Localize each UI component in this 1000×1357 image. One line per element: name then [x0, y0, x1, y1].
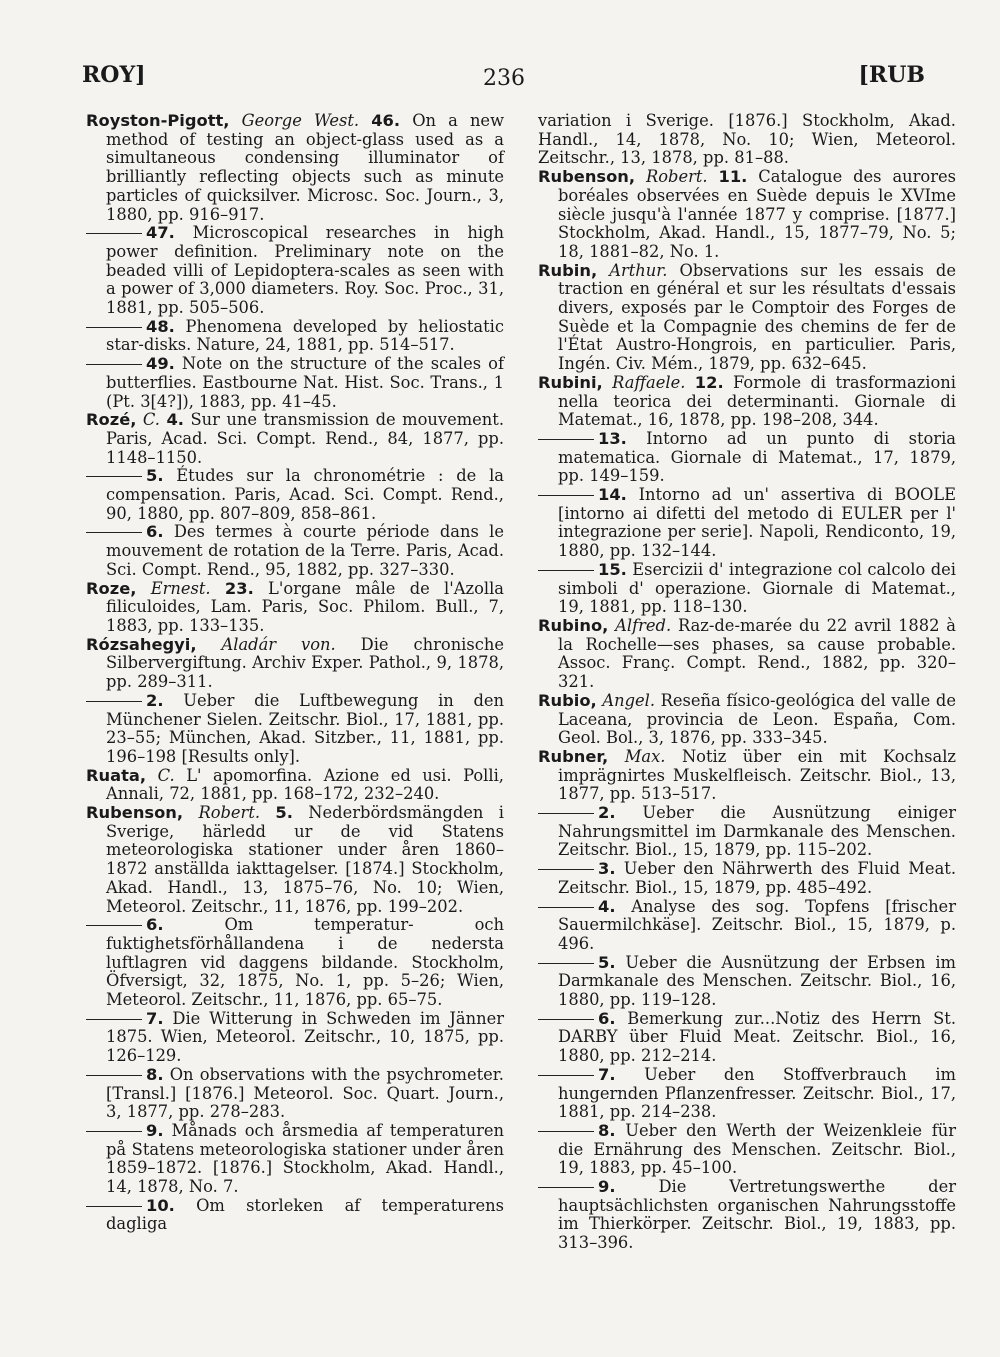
ditto-rule — [86, 925, 142, 926]
bibliography-entry — [86, 636, 504, 692]
author-name: Rubin, — [538, 260, 598, 280]
page-number: 236 — [483, 66, 525, 91]
bibliography-entry — [538, 954, 956, 1010]
ditto-rule — [538, 495, 594, 496]
author-given-name: George West. — [241, 111, 360, 130]
author-name: Rubio, — [538, 690, 597, 710]
entry-number: 7. — [146, 1008, 164, 1028]
author-given-name: Max. — [624, 746, 666, 766]
bibliography-entry — [538, 617, 956, 692]
author-name: Rozé, — [86, 410, 137, 430]
ditto-rule — [538, 869, 594, 870]
bibliography-entry — [538, 748, 956, 804]
ditto-rule — [86, 701, 142, 702]
entry-number: 9. — [146, 1120, 164, 1140]
entry-text: Observations sur les essais de traction en général et sur les résultats d'essais divers, exposés par le Comptoir des Forges de Suède et la Compagnie des chemins de fer de l'État Austro-Hongrois, en particulier. Paris, Ingén. Civ. Mém., 1879, pp. 632–645. — [558, 260, 956, 374]
entry-number: 15. — [598, 559, 627, 579]
bibliography-entry — [86, 467, 504, 523]
entry-number: 3. — [598, 859, 616, 879]
entry-number: 23. — [224, 578, 254, 598]
ditto-rule — [538, 963, 594, 964]
author-given-name: Alfred. — [615, 615, 672, 635]
bibliography-entry — [86, 580, 504, 636]
author-name: Roze, — [86, 578, 137, 598]
author-name: Rubenson, — [538, 167, 636, 187]
bibliography-entry — [538, 1178, 956, 1253]
entry-number: 8. — [146, 1064, 164, 1084]
bibliography-entry — [86, 355, 504, 411]
entry-text: Esercizii d' integrazione col calcolo dei simboli d' operazione. Giornale di Matemat., 19, 1881, pp. 118–130. — [558, 559, 956, 617]
bibliography-entry — [86, 411, 504, 467]
entry-text: Notiz über ein mit Kochsalz imprägnirtes Muskelfleisch. Zeitschr. Biol., 13, 1877, pp. 513–517. — [558, 746, 956, 804]
bibliography-entry — [538, 1010, 956, 1066]
entry-number: 2. — [598, 803, 616, 823]
entry-number: 6. — [146, 522, 164, 542]
ditto-rule — [538, 813, 594, 814]
ditto-rule — [538, 439, 594, 440]
author-given-name: Robert. — [198, 803, 261, 823]
entry-text: Ueber den Nährwerth des Fluid Meat. Zeitschr. Biol., 15, 1879, pp. 485–492. — [558, 859, 956, 897]
entry-text: Nederbördsmängden i Sverige, härledd ur de vid Statens meteorologiska stationer under åren 1860–1872 anställda iakttagelser. [1874.] Stockholm, Akad. Handl., 13, 1875–76, No. 10; Wien, Meteorol. Zeitschr., 11, 1876, pp. 199–202. — [106, 803, 504, 916]
author-name: Ruata, — [86, 765, 147, 785]
left-column — [86, 112, 504, 1234]
bibliography-entry — [86, 224, 504, 318]
bibliography-entry — [86, 318, 504, 355]
author-given-name: C. — [157, 765, 175, 785]
entry-text: Reseña físico-geológica del valle de Laceana, provincia de Leon. España, Com. Geol. Bol., 3, 1876, pp. 333–345. — [558, 690, 956, 748]
entry-number: 48. — [146, 316, 175, 336]
running-head-left: ROY] — [82, 62, 146, 88]
author-name: Rubner, — [538, 746, 609, 766]
entry-text: Phenomena developed by heliostatic star-disks. Nature, 24, 1881, pp. 514–517. — [106, 316, 504, 355]
bibliography-entry — [86, 767, 504, 804]
entry-number: 2. — [146, 690, 164, 710]
ditto-rule — [538, 1075, 594, 1076]
entry-number: 6. — [598, 1008, 616, 1028]
entry-number: 10. — [146, 1195, 175, 1215]
entry-text: variation i Sverige. [1876.] Stockholm, Akad. Handl., 14, 1878, No. 10; Wien, Meteorol. Zeitschr., 13, 1878, pp. 81–88. — [538, 111, 956, 168]
entry-number: 5. — [275, 803, 293, 823]
bibliography-entry — [86, 804, 504, 916]
right-column — [538, 112, 956, 1253]
entry-text: Ueber den Werth der Weizenkleie für die Ernährung des Menschen. Zeitschr. Biol., 19, 1883, pp. 45–100. — [558, 1120, 956, 1178]
entry-number: 5. — [146, 466, 164, 486]
entry-text: Die chronische Silbervergiftung. Archiv Exper. Pathol., 9, 1878, pp. 289–311. — [106, 634, 504, 692]
bibliography-entry — [538, 898, 956, 954]
entry-number: 7. — [598, 1064, 616, 1084]
bibliography-entry — [86, 1122, 504, 1197]
entry-number: 13. — [598, 428, 627, 448]
entry-text: Intorno ad un' assertiva di BOOLE [intorno ai difetti del metodo di EULER per l' integrazione per serie]. Napoli, Rendiconto, 19, 1880, pp. 132–144. — [558, 485, 956, 561]
bibliography-entry — [538, 692, 956, 748]
entry-text: Intorno ad un punto di storia matematica. Giornale di Matemat., 17, 1879, pp. 149–159. — [558, 428, 956, 486]
bibliography-entry — [538, 804, 956, 860]
bibliography-entry — [86, 692, 504, 767]
entry-text: Des termes à courte période dans le mouvement de rotation de la Terre. Paris, Acad. Sci. Compt. Rend., 95, 1882, pp. 327–330. — [106, 522, 504, 579]
entry-text: Ueber die Luftbewegung in den Münchener Sielen. Zeitschr. Biol., 17, 1881, pp. 23–55; München, Akad. Sitzber., 11, 1881, pp. 196–198 [Results only]. — [106, 690, 504, 766]
author-given-name: C. — [142, 410, 160, 430]
entry-number: 47. — [146, 223, 175, 243]
bibliography-entry — [538, 374, 956, 430]
entry-number: 4. — [598, 896, 616, 916]
bibliography-entry — [86, 1066, 504, 1122]
running-head-right: [RUB — [858, 62, 925, 88]
ditto-rule — [538, 1131, 594, 1132]
entry-text: L' apomorfina. Azione ed usi. Polli, Annali, 72, 1881, pp. 168–172, 232–240. — [106, 765, 504, 804]
entry-number: 14. — [598, 485, 627, 505]
entry-number: 11. — [718, 167, 748, 187]
ditto-rule — [538, 1019, 594, 1020]
entry-text: Analyse des sog. Topfens [frischer Sauermilchkäse]. Zeitschr. Biol., 15, 1879, p. 496. — [558, 896, 956, 953]
author-name: Rubini, — [538, 372, 603, 392]
author-given-name: Aladár von. — [221, 634, 336, 654]
entry-text: Sur une transmission de mouvement. Paris, Acad. Sci. Compt. Rend., 84, 1877, pp. 1148–1150. — [106, 410, 504, 467]
ditto-rule — [538, 1187, 594, 1188]
ditto-rule — [538, 907, 594, 908]
ditto-rule — [86, 1131, 142, 1132]
entry-number: 12. — [694, 372, 724, 392]
bibliography-entry — [86, 112, 504, 224]
entry-text: Ueber den Stoffverbrauch im hungernden Pflanzenfresser. Zeitschr. Biol., 17, 1881, pp. 214–238. — [558, 1064, 956, 1122]
ditto-rule — [86, 1019, 142, 1020]
ditto-rule — [86, 233, 142, 234]
bibliography-entry — [86, 1197, 504, 1234]
entry-number: 5. — [598, 952, 616, 972]
ditto-rule — [86, 327, 142, 328]
bibliography-entry — [538, 1066, 956, 1122]
bibliography-entry — [538, 1122, 956, 1178]
entry-text: On observations with the psychrometer. [Transl.] [1876.] Meteorol. Soc. Quart. Journ., 3, 1877, pp. 278–283. — [106, 1064, 504, 1122]
bibliography-entry — [86, 916, 504, 1010]
author-given-name: Arthur. — [609, 260, 668, 280]
entry-text: On a new method of testing an object-glass used as a simultaneous condensing illuminator of brilliantly reflecting objects such as minute particles of quicksilver. Microsc. Soc. Journ., 3, 1880, pp. 916–917. — [106, 111, 505, 224]
ditto-rule — [86, 1075, 142, 1076]
author-given-name: Ernest. — [150, 578, 211, 598]
entry-number: 6. — [146, 915, 164, 935]
bibliography-entry — [538, 112, 956, 168]
author-name: Rubenson, — [86, 803, 184, 823]
bibliography-entry — [538, 262, 956, 374]
entry-text: Ueber die Ausnützung einiger Nahrungsmittel im Darmkanale des Menschen. Zeitschr. Biol., 15, 1879, pp. 115–202. — [558, 803, 956, 860]
author-given-name: Robert. — [645, 167, 708, 187]
ditto-rule — [86, 364, 142, 365]
entry-text: Die Vertretungswerthe der hauptsächlichsten organischen Nahrungsstoffe im Thierkörper. Zeitschr. Biol., 19, 1883, pp. 313–396. — [558, 1177, 956, 1253]
bibliography-entry — [538, 168, 956, 262]
ditto-rule — [86, 1206, 142, 1207]
entry-text: Om temperatur- och fuktighetsförhållandena i de nedersta luftlagren vid daggens bildande. Stockholm, Öfversigt, 32, 1875, No. 1, pp. 5–26; Wien, Meteorol. Zeitschr., 11, 1876, pp. 65–75. — [106, 915, 504, 1010]
author-given-name: Raffaele. — [612, 372, 686, 392]
entry-text: Månads och årsmedia af temperaturen på Statens meteorologiska stationer under åren 1859–1872. [1876.] Stockholm, Akad. Handl., 14, 1878, No. 7. — [106, 1120, 504, 1197]
author-given-name: Angel. — [602, 690, 656, 710]
entry-number: 46. — [371, 111, 401, 130]
ditto-rule — [538, 570, 594, 571]
bibliography-entry — [86, 1010, 504, 1066]
entry-text: Note on the structure of the scales of butterflies. Eastbourne Nat. Hist. Soc. Trans., 1 (Pt. 3[4?]), 1883, pp. 41–45. — [106, 354, 504, 411]
entry-text: Bemerkung zur...Notiz des Herrn St. DARBY über Fluid Meat. Zeitschr. Biol., 16, 1880, pp. 212–214. — [558, 1008, 956, 1066]
entry-text: Catalogue des aurores boréales observées en Suède depuis le XVIme siècle jusqu'à l'année 1877 y comprise. [1877.] Stockholm, Akad. Handl., 15, 1877–79, No. 5; 18, 1881–82, No. 1. — [558, 167, 956, 261]
author-name: Rózsahegyi, — [86, 634, 197, 654]
entry-text: L'organe mâle de l'Azolla filiculoides, Lam. Paris, Soc. Philom. Bull., 7, 1883, pp. 133–135. — [106, 578, 505, 635]
entry-text: Om storleken af temperaturens dagliga — [106, 1195, 504, 1234]
entry-text: Microscopical researches in high power definition. Preliminary note on the beaded villi of Lepidoptera-scales as seen with a power of 3,000 diameters. Roy. Soc. Proc., 31, 1881, pp. 505–506. — [106, 223, 504, 318]
entry-number: 8. — [598, 1120, 616, 1140]
author-name: Royston-Pigott, — [86, 111, 230, 130]
entry-number: 4. — [166, 410, 184, 430]
ditto-rule — [86, 532, 142, 533]
ditto-rule — [86, 476, 142, 477]
author-name: Rubino, — [538, 615, 609, 635]
entry-text: Raz-de-marée du 22 avril 1882 à la Rochelle—ses phases, sa cause probable. Assoc. Franç. Compt. Rend., 1882, pp. 320–321. — [558, 615, 957, 692]
entry-text: Études sur la chronométrie : de la compensation. Paris, Acad. Sci. Compt. Rend., 90, 1880, pp. 807–809, 858–861. — [106, 466, 504, 523]
entry-number: 9. — [598, 1177, 616, 1197]
bibliography-entry — [86, 523, 504, 579]
entry-number: 49. — [146, 354, 175, 374]
bibliography-entry — [538, 486, 956, 561]
bibliography-entry — [538, 561, 956, 617]
bibliography-entry — [538, 430, 956, 486]
entry-text: Ueber die Ausnützung der Erbsen im Darmkanale des Menschen. Zeitschr. Biol., 16, 1880, pp. 119–128. — [558, 952, 956, 1010]
entry-text: Formole di trasformazioni nella teorica dei determinanti. Giornale di Matemat., 16, 1878, pp. 198–208, 344. — [558, 372, 956, 430]
bibliography-entry — [538, 860, 956, 897]
entry-text: Die Witterung in Schweden im Jänner 1875. Wien, Meteorol. Zeitschr., 10, 1875, pp. 126–129. — [106, 1008, 504, 1066]
